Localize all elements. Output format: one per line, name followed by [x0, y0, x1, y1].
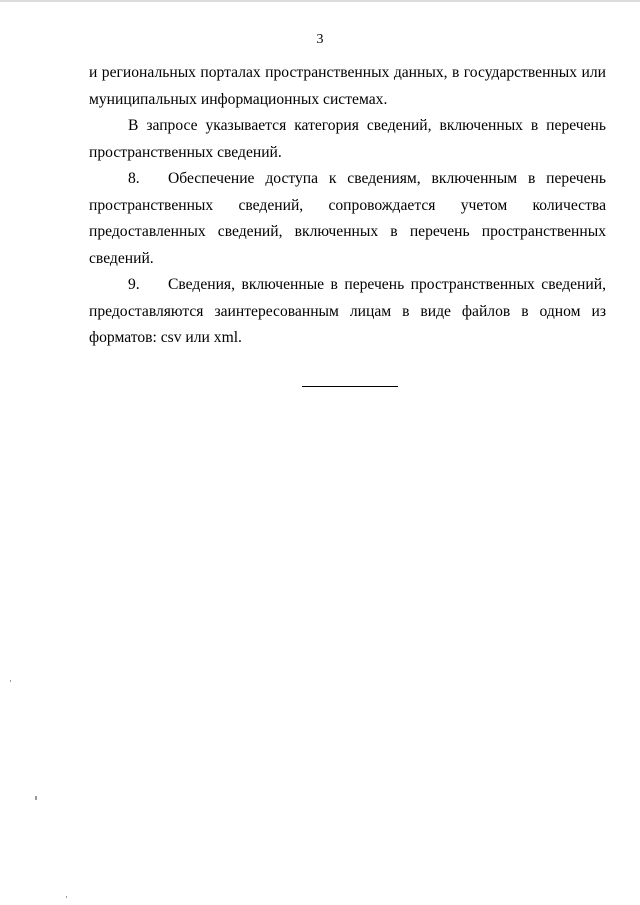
paragraph-item-9	[89, 272, 606, 352]
paragraph-text: Обеспечение доступа к сведениям, включенным в перечень пространственных сведений, сопровождается учетом количества предоставленных сведений, включенных в перечень пространственных сведений.	[89, 170, 606, 267]
end-divider-line	[302, 386, 398, 387]
paragraph-number: 9.	[128, 276, 140, 293]
paragraph-item-8	[89, 166, 606, 272]
paragraph-number: 8.	[128, 170, 140, 187]
scan-speck	[10, 680, 11, 682]
paragraph-continuation	[89, 60, 606, 113]
page-number: 3	[316, 32, 324, 47]
paragraph-text: и региональных порталах пространственных данных, в государственных или муниципальных информационных системах.	[89, 64, 606, 108]
scan-edge	[0, 0, 640, 2]
scan-speck	[35, 796, 37, 800]
paragraph-text: В запросе указывается категория сведений, включенных в перечень пространственных сведений.	[89, 117, 606, 161]
paragraph-request-category	[89, 113, 606, 166]
scan-speck	[66, 896, 67, 898]
document-body	[89, 60, 606, 352]
paragraph-text: Сведения, включенные в перечень пространственных сведений, предоставляются заинтересованным лицам в виде файлов в одном из форматов: csv или xml.	[89, 276, 606, 346]
